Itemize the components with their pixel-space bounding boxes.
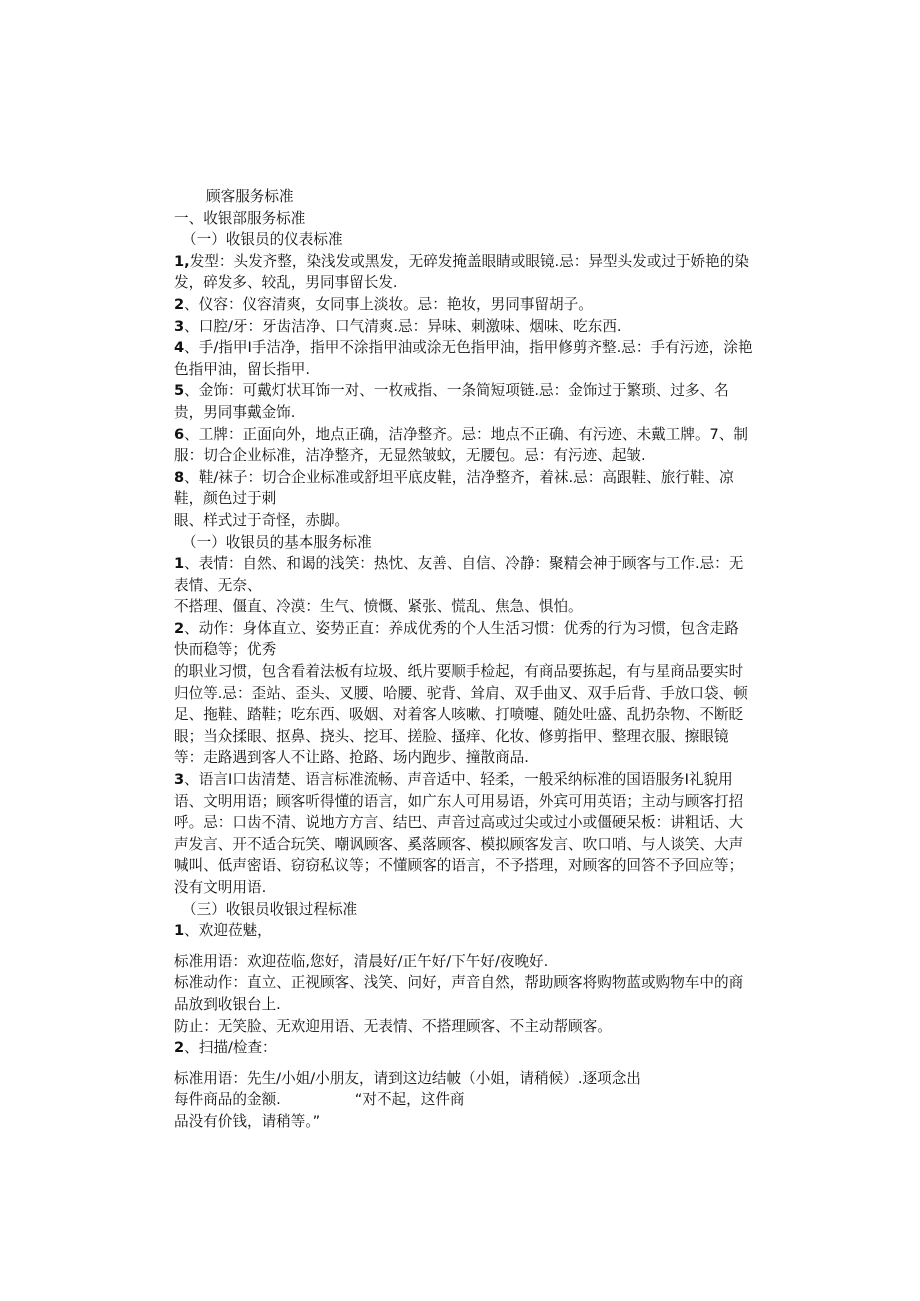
item-number: 8 — [174, 468, 185, 486]
item-text: 、表情：自然、和谒的浅笑：热忱、友善、自信、冷静：聚精会神于顾客与工作.忌：无 — [184, 555, 744, 573]
paragraph-text: 每件商品的金额. — [174, 1091, 281, 1109]
item-text: 不搭理、僵直、冷漠：生气、愤慨、紧张、慌乱、焦急、惧怕。 — [174, 598, 583, 616]
item-text: 快而稳等；优秀 — [174, 641, 277, 659]
paragraph-line: 标准用语：欢迎莅临,您好，清晨好/正午好/下午好/夜晚好. — [174, 952, 549, 970]
item-text: 、手/指甲I手洁净，指甲不涂指甲油或涂无色指甲油，指甲修剪齐整.忌：手有污迹，涂艳 — [184, 339, 753, 357]
list-item — [174, 316, 780, 338]
list-item — [174, 337, 780, 359]
item-text: 、鞋/袜子：切合企业标准或舒坦平底皮鞋，洁净整齐，着袜.忌：高跟鞋、旅行鞋、凉 — [184, 468, 734, 486]
item-number: 1 — [174, 922, 185, 940]
subsection-heading: （三）收银员收银过程标准 — [182, 900, 358, 918]
item-text: 声发言、开不适合玩笑、嘲讽顾客、奚落顾客、模拟顾客发言、吹口哨、与人谈笑、大声 — [174, 835, 744, 853]
item-text: 、仪容：仪容清爽，女同事上淡妆。忌：艳妆，男同事留胡子。 — [184, 295, 593, 313]
item-text: 、口腔/牙：牙齿洁净、口气清爽.忌：异味、刺激味、烟味、吃东西. — [184, 317, 622, 335]
item-number: 2 — [174, 295, 185, 313]
list-item — [174, 1037, 780, 1059]
item-text: 眼；当众揉眼、抠鼻、挠头、挖耳、搓脸、搔痒、化妆、修剪指甲、整理衣服、擦眼镜 — [174, 727, 729, 745]
section-heading: 一、收银部服务标准 — [174, 209, 306, 227]
document-page — [174, 186, 780, 1133]
list-item — [174, 424, 780, 446]
item-text: 没有文明用语. — [174, 879, 267, 896]
item-text: 、金饰：可戴灯状耳饰一对、一枚戒指、一条简短项链.忌：金饰过于繁琐、过多、名 — [184, 382, 729, 400]
item-text: 呼。忌：口齿不清、说地方方言、结巴、声音过高或过尖或过小或僵硬呆板：讲粗话、大 — [174, 814, 744, 832]
paragraph-line: 标准用语：先生/小姐/小朋友，请到这边结帔（小姐，请稍候）.逐项念出 — [174, 1069, 641, 1087]
item-number: 4 — [174, 339, 185, 357]
item-text: 喊叫、低声密语、窃窃私议等；不懂顾客的语言，不予搭理，对顾客的回答不予回应等； — [174, 857, 744, 875]
item-number: 5 — [174, 382, 185, 400]
item-text: 等：走路遇到客人不让路、抢路、场内跑步、撞散商品. — [174, 749, 529, 767]
paragraph-line: 标准动作：直立、正视顾客、浅笑、问好，声音自然，帮助顾客将购物蓝或购物车中的商 — [174, 974, 744, 992]
item-number: 1, — [174, 252, 190, 270]
list-item — [174, 553, 780, 575]
item-text: 、语言I口齿清楚、语言标准流畅、声音适中、轻柔，一般采纳标准的国语服务I礼貌用 — [184, 771, 733, 789]
item-number: 3 — [174, 317, 185, 335]
item-text: 的职业习惯，包含看着法板有垃圾、纸片要顺手检起，有商品要拣起，有与星商品要实时 — [174, 663, 744, 681]
item-text: 、动作：身体直立、姿势正直：养成优秀的个人生活习惯：优秀的行为习惯，包含走路 — [184, 619, 739, 637]
item-number: 6 — [174, 425, 185, 443]
paragraph-line: 品没有价钱，请稍等。” — [174, 1112, 321, 1130]
item-text: 足、拖鞋、踏鞋；吃东西、吸姻、对着客人咳嗽、打喷嚏、随处吐盛、乱扔杂物、不断眨 — [174, 706, 744, 724]
item-list — [174, 553, 780, 899]
subsection-heading: （一）收银员的基本服务标准 — [182, 533, 372, 551]
list-item — [174, 618, 780, 640]
item-text: 表情、无奈、 — [174, 576, 262, 594]
item-number: 2 — [174, 1039, 185, 1057]
item-text: 、欢迎莅魅， — [184, 922, 272, 940]
list-item — [174, 769, 780, 791]
item-text: 、工牌：正面向外，地点正确，洁净整齐。忌：地点不正确、有污迹、未戴工牌。7、制 — [184, 425, 749, 443]
list-item — [174, 380, 780, 402]
item-text: 、扫描/检查： — [184, 1039, 277, 1057]
subsection-heading: （一）收银员的仪表标准 — [182, 231, 343, 249]
item-text: 服：切合企业标准，洁净整齐，无显然皱蚊，无腰包。忌：有污迹、起皱. — [174, 447, 646, 465]
item-text: 发型：头发齐整，染浅发或黑发，无碎发掩盖眼睛或眼镜.忌：异型头发或过于娇艳的染 — [189, 252, 749, 270]
item-text: 鞋，颜色过于刺 — [174, 490, 277, 508]
item-text: 发，碎发多、较乱，男同事留长发. — [174, 274, 398, 292]
item-text: 归位等.忌：歪站、歪头、叉腰、哈腰、驼背、耸肩、双手曲叉、双手后背、手放口袋、顿 — [174, 684, 748, 702]
paragraph-line — [174, 1089, 780, 1111]
item-list — [174, 251, 780, 532]
item-number: 1 — [174, 555, 185, 573]
paragraph-line: 防止：无笑脸、无欢迎用语、无表情、不搭理顾客、不主动帮顾客。 — [174, 1017, 612, 1035]
list-item — [174, 294, 780, 316]
quoted-note: “对不起，这件商 — [354, 1091, 465, 1109]
item-number: 3 — [174, 771, 185, 789]
item-text: 语、文明用语；顾客听得懂的语言，如广东人可用易语，外宾可用英语；主动与顾客打招 — [174, 792, 744, 810]
list-item — [174, 920, 780, 942]
item-text: 眼、样式过于奇怪，赤脚。 — [174, 511, 350, 529]
document-title: 顾客服务标准 — [206, 188, 294, 205]
item-text: 贵，男同事戴金饰. — [174, 403, 296, 421]
paragraph-line: 品放到收银台上. — [174, 995, 281, 1013]
item-text: 色指甲油，留长指甲. — [174, 360, 310, 378]
list-item — [174, 251, 780, 273]
item-number: 2 — [174, 619, 185, 637]
list-item — [174, 467, 780, 489]
